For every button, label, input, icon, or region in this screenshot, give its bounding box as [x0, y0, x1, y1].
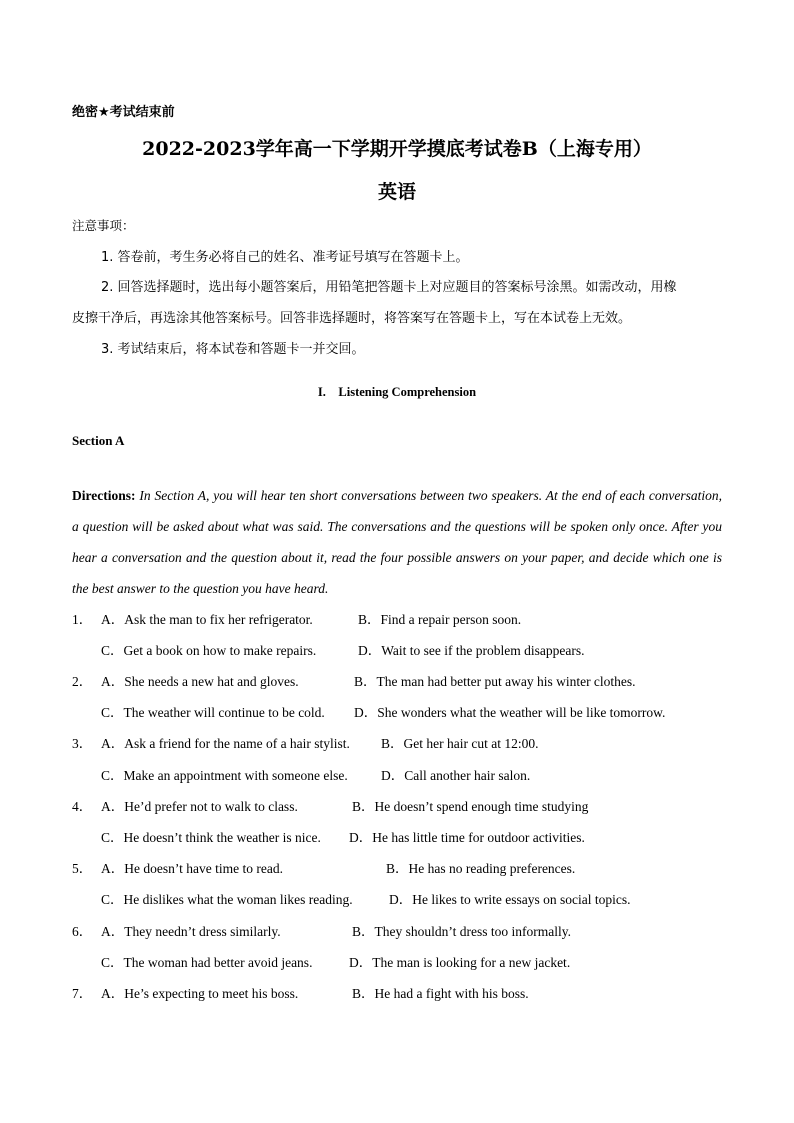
option-a: A．Ask a friend for the name of a hair stylist. — [101, 736, 350, 751]
section-title: Section A — [72, 433, 125, 448]
confidential-label: 绝密★考试结束前 — [72, 105, 175, 120]
option-d: D．Wait to see if the problem disappears. — [358, 643, 585, 658]
option-a: A．Ask the man to fix her refrigerator. — [101, 612, 313, 627]
option-d: D．Call another hair salon. — [381, 768, 531, 783]
part-title: I. Listening Comprehension — [317, 385, 477, 399]
option-c: C．He doesn’t think the weather is nice. — [101, 830, 321, 845]
directions — [72, 480, 722, 604]
option-a: A．He’s expecting to meet his boss. — [101, 986, 299, 1001]
option-b: B．Get her hair cut at 12:00. — [381, 736, 539, 751]
question-number: 1． — [72, 612, 93, 627]
subject-title: 英语 — [377, 181, 416, 203]
option-d: D．He likes to write essays on social topics. — [389, 892, 631, 907]
option-d: D．He has little time for outdoor activities. — [349, 830, 585, 845]
option-c: C．Make an appointment with someone else. — [101, 768, 348, 783]
option-a: A．He’d prefer not to walk to class. — [101, 799, 298, 814]
option-b: B．Find a repair person soon. — [358, 612, 522, 627]
option-b: B．He has no reading preferences. — [386, 861, 576, 876]
question-number: 3． — [72, 736, 93, 751]
option-c: C．The weather will continue to be cold. — [101, 705, 325, 720]
option-b: B．He had a fight with his boss. — [352, 986, 529, 1001]
option-a: A．He doesn’t have time to read. — [101, 861, 283, 876]
question-number: 5． — [72, 861, 93, 876]
option-c: C．The woman had better avoid jeans. — [101, 955, 313, 970]
directions-text: In Section A, you will hear ten short conversations between two speakers. At the end of each conversation, a question will be asked about what was said. The conversations and the questions will be spoken only once. After you hear a conversation and the question about it, read the four possible answers on your paper, and decide which one is the best answer to the question you have heard. — [72, 488, 723, 596]
notes-heading: 注意事项： — [72, 218, 135, 233]
question-number: 6． — [72, 924, 93, 939]
option-b: B．They shouldn’t dress too informally. — [352, 924, 571, 939]
option-a: A．They needn’t dress similarly. — [101, 924, 281, 939]
option-c: C．Get a book on how to make repairs. — [101, 643, 317, 658]
question-number: 4． — [72, 799, 93, 814]
question-number: 2． — [72, 674, 93, 689]
exam-title: 2022-2023学年高一下学期开学摸底考试卷B（上海专用） — [142, 138, 652, 160]
option-b: B．The man had better put away his winter clothes. — [354, 674, 636, 689]
option-a: A．She needs a new hat and gloves. — [101, 674, 299, 689]
option-d: D．She wonders what the weather will be like tomorrow. — [354, 705, 666, 720]
note-item: 3. 考试结束后，将本试卷和答题卡一并交回。 — [101, 342, 365, 357]
note-item-continued: 皮擦干净后，再选涂其他答案标号。回答非选择题时，将答案写在答题卡上，写在本试卷上无效。 — [72, 311, 632, 326]
question-number: 7． — [72, 986, 93, 1001]
option-b: B．He doesn’t spend enough time studying — [352, 799, 589, 814]
option-d: D．The man is looking for a new jacket. — [349, 955, 571, 970]
note-item: 2. 回答选择题时，选出每小题答案后，用铅笔把答题卡上对应题目的答案标号涂黑。如需改动，用橡 — [101, 280, 677, 295]
note-item: 1. 答卷前，考生务必将自己的姓名、准考证号填写在答题卡上。 — [101, 250, 469, 265]
directions-label: Directions: — [72, 488, 136, 503]
option-c: C．He dislikes what the woman likes reading. — [101, 892, 353, 907]
